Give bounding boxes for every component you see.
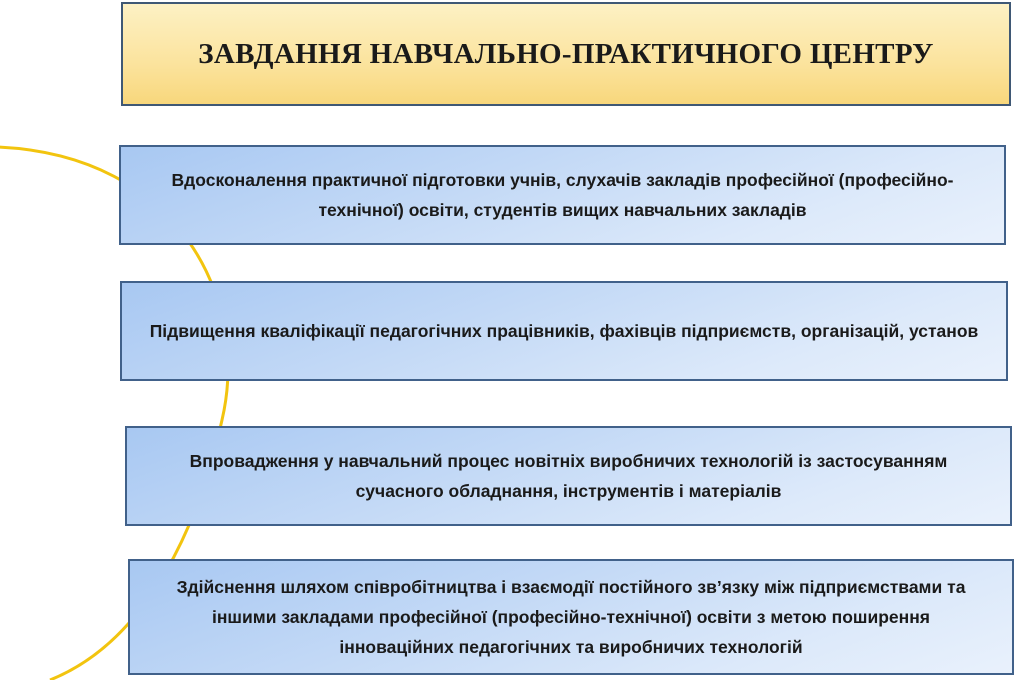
task-text-2: Підвищення кваліфікації педагогічних працівників, фахівців підприємств, організацій, установ <box>149 321 979 341</box>
task-box-1 <box>119 145 1006 245</box>
task-text-1: Вдосконалення практичної підготовки учнів, слухачів закладів професійної (професійно-технічної) освіти, студентів вищих навчальних закладів <box>171 170 954 220</box>
task-text-4: Здійснення шляхом співробітництва і взаємодії постійного зв’язку між підприємствами та іншими закладами професійної (професійно-технічної) освіти з метою поширення інноваційних педагогічних та виробничих технологій <box>176 577 966 657</box>
task-box-2 <box>120 281 1008 381</box>
task-box-3 <box>125 426 1012 526</box>
diagram-title-box <box>121 2 1011 106</box>
task-text-3: Впровадження у навчальний процес новітніх виробничих технологій із застосуванням сучасного обладнання, інструментів і матеріалів <box>189 451 948 501</box>
diagram-title: ЗАВДАННЯ НАВЧАЛЬНО-ПРАКТИЧНОГО ЦЕНТРУ <box>198 37 934 70</box>
task-box-4 <box>128 559 1014 675</box>
